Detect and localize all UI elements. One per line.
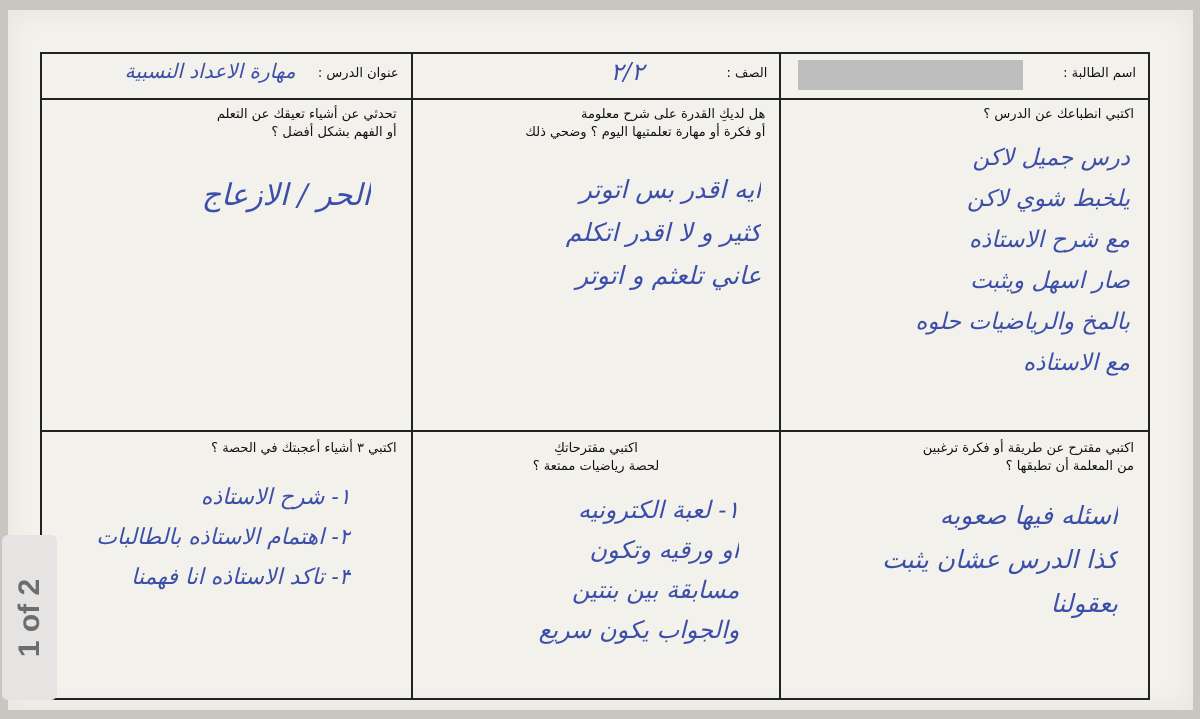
answer-line: مع الاستاذه bbox=[1023, 350, 1130, 376]
answer-line: او ورقيه وتكون bbox=[589, 536, 740, 564]
ability-question bbox=[425, 106, 765, 142]
question-line: من المعلمة أن تطبقها ؟ bbox=[1005, 459, 1134, 474]
suggestion-answer bbox=[791, 494, 1118, 626]
obstacles-cell bbox=[42, 98, 411, 430]
class-label: الصف : bbox=[726, 66, 768, 81]
answer-line: مع شرح الاستاذه bbox=[968, 227, 1130, 253]
proposals-cell bbox=[411, 432, 780, 698]
three-things-answer bbox=[42, 478, 351, 598]
impression-cell bbox=[779, 98, 1148, 430]
answer-line: ١- شرح الاستاذه bbox=[200, 485, 351, 510]
answer-line: درس جميل لاكن bbox=[972, 145, 1130, 171]
feedback-table bbox=[40, 52, 1150, 700]
lesson-title-cell bbox=[42, 54, 411, 98]
answer-line: ١- لعبة الكترونيه bbox=[577, 496, 740, 524]
suggestion-cell bbox=[779, 432, 1148, 698]
answer-line: الحر / الازعاج bbox=[201, 178, 371, 213]
page-indicator-label: 1 of 2 bbox=[12, 578, 46, 657]
class-value: ٢/٢ bbox=[610, 58, 645, 86]
question-line: اكتبي مقترح عن طريقة أو فكرة ترغبين bbox=[922, 441, 1134, 456]
header-row bbox=[42, 54, 1148, 100]
question-line: لحصة رياضيات ممتعة ؟ bbox=[532, 459, 660, 474]
answer-line: صار اسهل ويثبت bbox=[970, 268, 1130, 294]
answer-line: عاني تلعثم و اتوتر bbox=[576, 261, 762, 290]
answer-line: كثير و لا اقدر اتكلم bbox=[565, 218, 762, 247]
answer-line: مسابقة بين بنتين bbox=[571, 576, 740, 604]
worksheet-page bbox=[8, 10, 1193, 710]
three-things-cell bbox=[42, 432, 411, 698]
answer-line: يلخبط شوي لاكن bbox=[967, 186, 1130, 212]
questions-grid bbox=[42, 98, 1148, 698]
answer-line: بعقولنا bbox=[1050, 589, 1118, 618]
student-name-label: اسم الطالبة : bbox=[1063, 66, 1136, 81]
lesson-title-value: مهارة الاعداد النسبية bbox=[124, 59, 296, 83]
student-name-cell bbox=[779, 54, 1148, 98]
answer-line: والجواب يكون سريع bbox=[538, 616, 740, 644]
lesson-title-label: عنوان الدرس : bbox=[317, 66, 399, 81]
questions-row-1 bbox=[42, 98, 1148, 432]
answer-line: كذا الدرس عشان يثبت bbox=[882, 545, 1118, 574]
question-line: أو فكرة أو مهارة تعلمتيها اليوم ؟ وضحي ذلك bbox=[525, 125, 766, 140]
three-things-question: اكتبي ٣ أشياء أعجبتك في الحصة ؟ bbox=[211, 441, 397, 456]
proposals-answer bbox=[423, 490, 740, 650]
suggestion-question bbox=[794, 440, 1134, 476]
question-line: تحدثي عن أشياء تعيقك عن التعلم bbox=[216, 107, 397, 122]
page-indicator bbox=[2, 535, 57, 700]
ability-answer bbox=[423, 168, 762, 297]
impression-answer bbox=[791, 138, 1130, 384]
answer-line: اسئله فيها صعوبه bbox=[939, 501, 1118, 530]
ability-cell bbox=[411, 98, 780, 430]
impression-question: اكتبي انطباعك عن الدرس ؟ bbox=[983, 107, 1134, 122]
question-line: أو الفهم بشكل أفضل ؟ bbox=[271, 125, 397, 140]
answer-line: ٢- اهتمام الاستاذه بالطالبات bbox=[96, 525, 351, 550]
obstacles-answer bbox=[52, 176, 371, 215]
answer-line: ايه اقدر بس اتوتر bbox=[579, 175, 762, 204]
proposals-question bbox=[413, 440, 780, 476]
answer-line: ٣- تاكد الاستاذه انا فهمنا bbox=[131, 565, 351, 590]
redacted-name-box bbox=[798, 60, 1023, 90]
question-line: هل لديكِ القدرة على شرح معلومة bbox=[581, 107, 766, 122]
answer-line: بالمخ والرياضيات حلوه bbox=[915, 309, 1130, 335]
questions-row-2 bbox=[42, 432, 1148, 698]
question-line: اكتبي مقترحاتكِ bbox=[554, 441, 638, 456]
obstacles-question bbox=[57, 106, 397, 142]
class-cell bbox=[411, 54, 780, 98]
